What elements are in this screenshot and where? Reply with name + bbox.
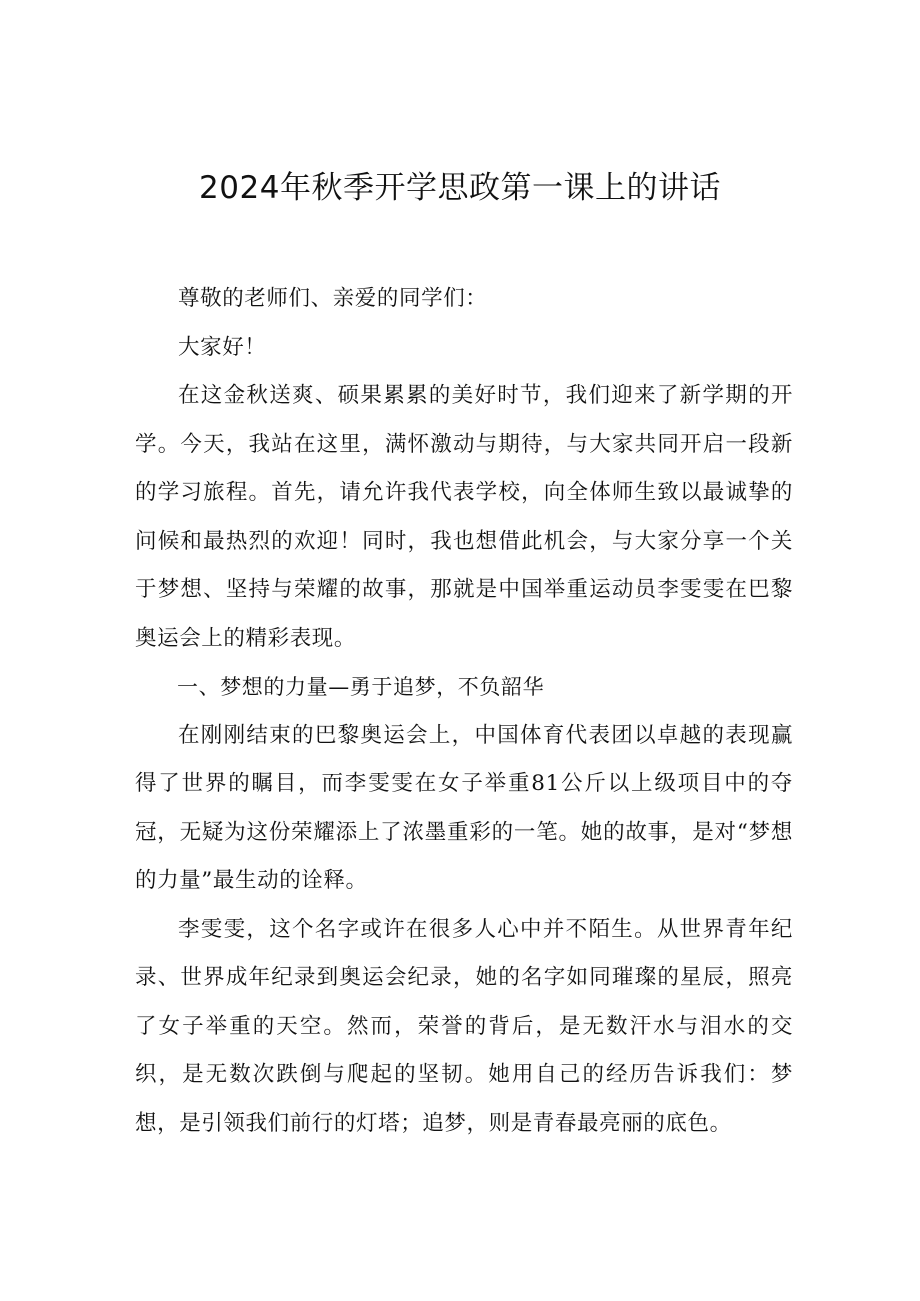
- paragraph-athlete: 李雯雯，这个名字或许在很多人心中并不陌生。从世界青年纪录、世界成年纪录到奥运会纪录，她的名字如同璀璨的星辰，照亮了女子举重的天空。然而，荣誉的背后，是无数汗水与泪水的交织，是无数次跌倒与爬起的坚韧。她用自己的经历告诉我们：梦想，是引领我们前行的灯塔；追梦，则是青春最亮丽的底色。: [135, 916, 793, 1136]
- section-heading: 一、梦想的力量—勇于追梦，不负韶华: [177, 675, 545, 699]
- salutation: 尊敬的老师们、亲爱的同学们：: [178, 286, 488, 311]
- document-title: 2024年秋季开学思政第一课上的讲话: [199, 170, 721, 206]
- paragraph-olympics: 在刚刚结束的巴黎奥运会上，中国体育代表团以卓越的表现赢得了世界的瞩目，而李雯雯在女子举重81公斤以上级项目中的夺冠，无疑为这份荣耀添上了浓墨重彩的一笔。她的故事，是对“梦想的力量”最生动的诠释。: [135, 722, 793, 893]
- greeting: 大家好！: [178, 334, 267, 360]
- paragraph-opening: 在这金秋送爽、硕果累累的美好时节，我们迎来了新学期的开学。今天，我站在这里，满怀激动与期待，与大家共同开启一段新的学习旅程。首先，请允许我代表学校，向全体师生致以最诚挚的问候和最热烈的欢迎！同时，我也想借此机会，与大家分享一个关于梦想、坚持与荣耀的故事，那就是中国举重运动员李雯雯在巴黎奥运会上的精彩表现。: [135, 383, 793, 651]
- document-body: [135, 275, 793, 1148]
